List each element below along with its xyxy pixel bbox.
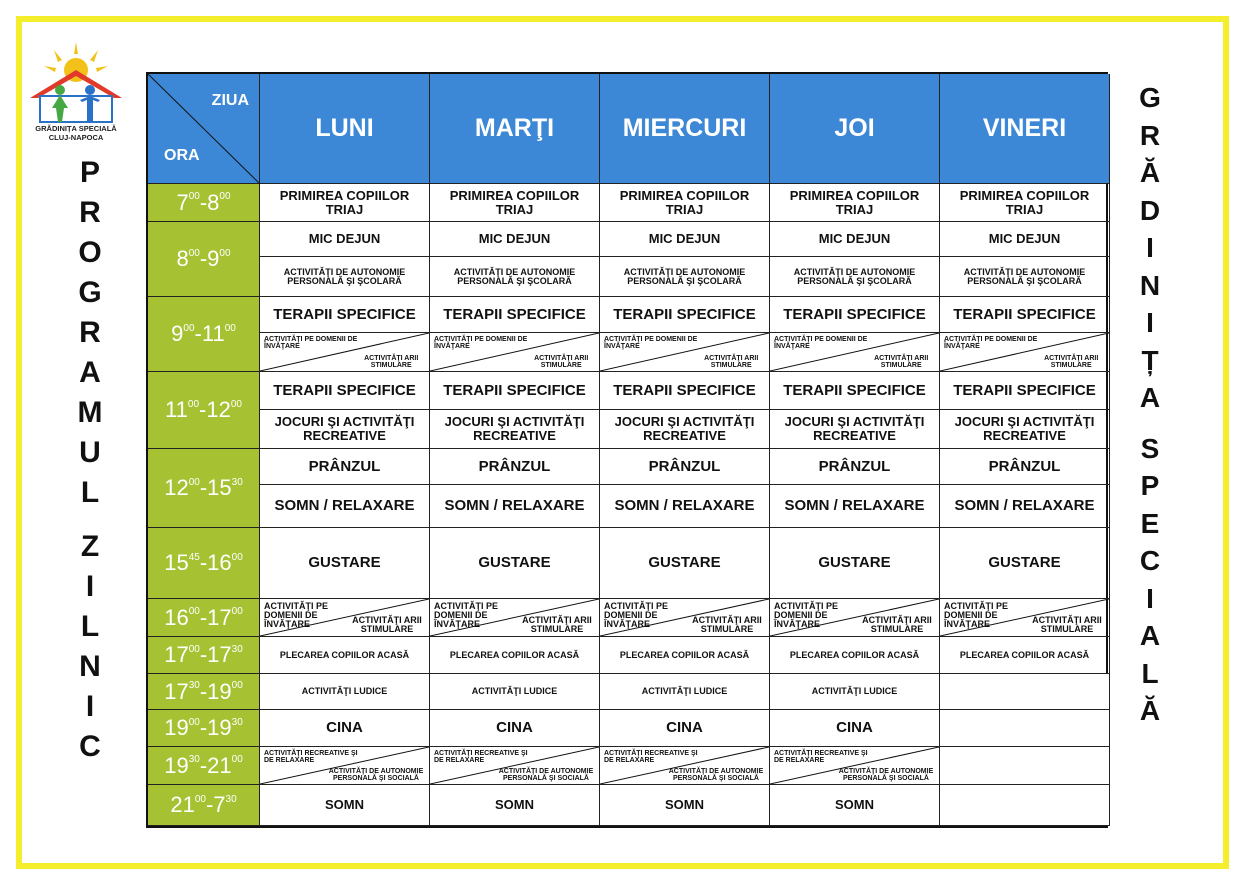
empty-cell — [940, 785, 1110, 826]
title-letter: L — [80, 610, 100, 643]
time-start-minutes: 00 — [188, 606, 200, 617]
left-vertical-title — [60, 158, 120, 772]
time-start: 9 — [171, 321, 184, 346]
title-letter: M — [77, 396, 103, 429]
pranzul-cell: PRÂNZUL — [430, 449, 600, 485]
title-letter: E — [1140, 507, 1160, 539]
split-top-text: ACTIVITĂŢI PE DOMENII DE ÎNVĂŢARE — [604, 336, 698, 350]
empty-cell — [940, 747, 1110, 785]
title-letter: U — [79, 436, 101, 469]
split-top-text: ACTIVITĂŢI PE DOMENII DE ÎNVĂŢARE — [434, 601, 499, 629]
time-separator: - — [199, 604, 208, 630]
recreative-autonomie-cell — [770, 747, 940, 785]
title-letter: I — [1146, 307, 1154, 338]
day-header: VINERI — [940, 74, 1110, 184]
time-end: 7 — [213, 792, 226, 817]
pranzul-cell: PRÂNZUL — [600, 449, 770, 485]
jocuri-cell: JOCURI ŞI ACTIVITĂŢI RECREATIVE — [770, 410, 940, 449]
jocuri-cell: JOCURI ŞI ACTIVITĂŢI RECREATIVE — [430, 410, 600, 449]
recreative-autonomie-cell — [600, 747, 770, 785]
jocuri-cell: JOCURI ŞI ACTIVITĂŢI RECREATIVE — [260, 410, 430, 449]
cina-cell: CINA — [260, 710, 430, 747]
time-start-minutes: 00 — [188, 476, 200, 488]
title-letter: L — [80, 476, 100, 509]
day-header: MARŢI — [430, 74, 600, 184]
terapii-cell: TERAPII SPECIFICE — [260, 297, 430, 333]
split-bottom-text: ACTIVITĂŢI ARII STIMULARE — [692, 615, 762, 634]
split-top-text: ACTIVITĂŢI PE DOMENII DE ÎNVĂŢARE — [434, 336, 528, 350]
logo-line-1: GRĂDINIȚA SPECIALĂ — [35, 124, 117, 133]
time-start-minutes: 00 — [187, 398, 200, 410]
plecarea-cell: PLECAREA COPIILOR ACASĂ — [940, 637, 1110, 674]
time-slot — [148, 528, 260, 599]
day-header: MIERCURI — [600, 74, 770, 184]
logo-line-2: CLUJ-NAPOCA — [48, 133, 104, 142]
terapii-cell: TERAPII SPECIFICE — [600, 297, 770, 333]
autonomie-cell: ACTIVITĂŢI DE AUTONOMIE PERSONALĂ ŞI ŞCOLARĂ — [940, 257, 1110, 297]
split-bottom-text: ACTIVITĂŢI DE AUTONOMIE PERSONALĂ ŞI SOCIALĂ — [838, 768, 934, 782]
time-separator: - — [205, 792, 214, 817]
title-letter: Z — [80, 530, 100, 563]
title-letter: L — [1141, 657, 1159, 689]
terapii-cell: TERAPII SPECIFICE — [770, 372, 940, 410]
primirea-cell: PRIMIREA COPIILOR TRIAJ — [770, 184, 940, 222]
time-separator: - — [199, 475, 208, 500]
time-end-minutes: 00 — [231, 680, 243, 691]
time-slot — [148, 637, 260, 674]
title-letter: Ă — [1139, 695, 1161, 726]
time-end: 8 — [207, 189, 220, 215]
split-bottom-text: ACTIVITĂŢI ARII STIMULARE — [522, 615, 592, 634]
terapii-cell: TERAPII SPECIFICE — [260, 372, 430, 410]
split-bottom-text: ACTIVITĂŢI DE AUTONOMIE PERSONALĂ ŞI SOCIALĂ — [668, 768, 764, 782]
time-start: 17 — [164, 642, 189, 667]
title-letter: R — [79, 316, 101, 349]
title-letter: I — [85, 690, 95, 723]
split-bottom-text: ACTIVITĂŢI ARII STIMULARE — [704, 355, 759, 369]
mic-dejun-cell: MIC DEJUN — [430, 222, 600, 257]
title-letter: P — [79, 156, 100, 189]
time-end: 11 — [201, 321, 225, 346]
domenii-arii-cell — [940, 333, 1110, 372]
time-start-minutes: 30 — [188, 754, 200, 765]
time-separator: - — [199, 189, 208, 215]
time-separator: - — [199, 678, 208, 704]
time-start: 11 — [165, 397, 188, 422]
split-bottom-text: ACTIVITĂŢI ARII STIMULARE — [352, 615, 422, 634]
time-start-minutes: 00 — [183, 322, 195, 334]
time-start: 19 — [164, 752, 189, 778]
domenii-arii-cell — [770, 333, 940, 372]
title-letter: O — [78, 236, 102, 269]
time-separator: - — [194, 321, 202, 346]
time-start: 15 — [164, 550, 189, 575]
time-separator: - — [199, 550, 208, 575]
terapii-cell: TERAPII SPECIFICE — [430, 297, 600, 333]
mic-dejun-cell: MIC DEJUN — [260, 222, 430, 257]
primirea-cell: PRIMIREA COPIILOR TRIAJ — [430, 184, 600, 222]
split-bottom-text: ACTIVITĂŢI ARII STIMULARE — [534, 355, 589, 369]
somn-cell: SOMN — [260, 785, 430, 826]
ludice-cell: ACTIVITĂŢI LUDICE — [260, 674, 430, 710]
time-slot — [148, 710, 260, 747]
time-end: 12 — [206, 397, 231, 422]
cina-cell: CINA — [770, 710, 940, 747]
terapii-cell: TERAPII SPECIFICE — [600, 372, 770, 410]
somn-cell: SOMN — [600, 785, 770, 826]
autonomie-cell: ACTIVITĂŢI DE AUTONOMIE PERSONALĂ ŞI ŞCOLARĂ — [430, 257, 600, 297]
split-top-text: ACTIVITĂŢI PE DOMENII DE ÎNVĂŢARE — [264, 601, 329, 629]
title-letter: A — [1139, 382, 1161, 413]
title-letter: N — [79, 650, 101, 683]
time-end: 16 — [207, 550, 232, 575]
ludice-cell: ACTIVITĂŢI LUDICE — [770, 674, 940, 710]
time-start-minutes: 30 — [188, 680, 200, 691]
somn-cell: SOMN — [770, 785, 940, 826]
title-letter: R — [79, 196, 101, 229]
domenii-arii-cell — [770, 599, 940, 637]
title-letter: Ț — [1141, 344, 1159, 376]
cina-cell: CINA — [600, 710, 770, 747]
terapii-cell: TERAPII SPECIFICE — [940, 297, 1110, 333]
split-bottom-text: ACTIVITĂŢI ARII STIMULARE — [862, 615, 932, 634]
time-end-minutes: 00 — [231, 551, 243, 563]
time-end: 15 — [207, 475, 232, 500]
split-bottom-text: ACTIVITĂŢI ARII STIMULARE — [874, 355, 929, 369]
pranzul-cell: PRÂNZUL — [260, 449, 430, 485]
title-letter: G — [78, 276, 102, 309]
schedule-table — [146, 72, 1108, 828]
time-end-minutes: 00 — [219, 247, 231, 259]
split-top-text: ACTIVITĂŢI PE DOMENII DE ÎNVĂŢARE — [264, 336, 358, 350]
somn-relaxare-cell: SOMN / RELAXARE — [260, 485, 430, 528]
recreative-autonomie-cell — [260, 747, 430, 785]
somn-relaxare-cell: SOMN / RELAXARE — [770, 485, 940, 528]
primirea-cell: PRIMIREA COPIILOR TRIAJ — [600, 184, 770, 222]
time-separator: - — [199, 642, 208, 667]
split-top-text: ACTIVITĂŢI PE DOMENII DE ÎNVĂŢARE — [944, 336, 1038, 350]
time-end-minutes: 00 — [219, 191, 231, 202]
domenii-arii-cell — [600, 333, 770, 372]
time-end: 17 — [207, 604, 232, 630]
time-start-minutes: 00 — [188, 247, 200, 259]
time-slot — [148, 599, 260, 637]
jocuri-cell: JOCURI ŞI ACTIVITĂŢI RECREATIVE — [940, 410, 1110, 449]
title-letter: A — [1139, 620, 1161, 651]
domenii-arii-cell — [430, 599, 600, 637]
split-top-text: ACTIVITĂŢI RECREATIVE ŞI DE RELAXARE — [264, 750, 358, 764]
title-letter: I — [1146, 582, 1154, 614]
jocuri-cell: JOCURI ŞI ACTIVITĂŢI RECREATIVE — [600, 410, 770, 449]
autonomie-cell: ACTIVITĂŢI DE AUTONOMIE PERSONALĂ ŞI ŞCOLARĂ — [770, 257, 940, 297]
split-top-text: ACTIVITĂŢI RECREATIVE ŞI DE RELAXARE — [774, 750, 868, 764]
title-letter: I — [85, 570, 95, 603]
gustare-cell: GUSTARE — [940, 528, 1110, 599]
time-end-minutes: 30 — [225, 793, 237, 805]
day-axis-label: ZIUA — [211, 92, 249, 109]
title-letter: Ă — [1139, 157, 1161, 188]
title-letter: N — [1139, 269, 1161, 301]
logo-caption — [20, 124, 132, 142]
title-letter: A — [79, 356, 101, 389]
time-slot — [148, 184, 260, 222]
gustare-cell: GUSTARE — [600, 528, 770, 599]
split-bottom-text: ACTIVITĂŢI ARII STIMULARE — [1044, 355, 1099, 369]
domenii-arii-cell — [260, 599, 430, 637]
mic-dejun-cell: MIC DEJUN — [940, 222, 1110, 257]
somn-relaxare-cell: SOMN / RELAXARE — [940, 485, 1110, 528]
primirea-cell: PRIMIREA COPIILOR TRIAJ — [940, 184, 1110, 222]
gustare-cell: GUSTARE — [770, 528, 940, 599]
somn-relaxare-cell: SOMN / RELAXARE — [600, 485, 770, 528]
title-letter: D — [1139, 194, 1161, 226]
primirea-cell: PRIMIREA COPIILOR TRIAJ — [260, 184, 430, 222]
time-start-minutes: 00 — [188, 643, 200, 655]
domenii-arii-cell — [600, 599, 770, 637]
somn-cell: SOMN — [430, 785, 600, 826]
time-slot — [148, 449, 260, 528]
title-letter: R — [1139, 119, 1161, 151]
domenii-arii-cell — [430, 333, 600, 372]
title-letter: G — [1139, 82, 1161, 113]
time-end: 19 — [207, 715, 232, 740]
gustare-cell: GUSTARE — [260, 528, 430, 599]
time-axis-label: ORA — [164, 147, 200, 164]
title-letter: C — [79, 730, 101, 763]
empty-cell — [940, 674, 1110, 710]
autonomie-cell: ACTIVITĂŢI DE AUTONOMIE PERSONALĂ ŞI ŞCOLARĂ — [600, 257, 770, 297]
empty-cell — [940, 710, 1110, 747]
title-letter: C — [1139, 545, 1161, 576]
gustare-cell: GUSTARE — [430, 528, 600, 599]
time-start-minutes: 00 — [188, 716, 200, 728]
split-bottom-text: ACTIVITĂŢI ARII STIMULARE — [1032, 615, 1102, 634]
mic-dejun-cell: MIC DEJUN — [770, 222, 940, 257]
mic-dejun-cell: MIC DEJUN — [600, 222, 770, 257]
time-end-minutes: 30 — [231, 716, 243, 728]
time-start: 7 — [176, 189, 189, 215]
somn-relaxare-cell: SOMN / RELAXARE — [430, 485, 600, 528]
plecarea-cell: PLECAREA COPIILOR ACASĂ — [600, 637, 770, 674]
header-corner — [148, 74, 260, 184]
time-end: 19 — [207, 678, 232, 704]
time-separator: - — [199, 715, 208, 740]
title-letter: I — [1146, 232, 1154, 263]
split-top-text: ACTIVITĂŢI RECREATIVE ŞI DE RELAXARE — [434, 750, 528, 764]
time-start-minutes: 45 — [188, 551, 200, 563]
time-separator: - — [199, 397, 207, 422]
time-start-minutes: 00 — [194, 793, 206, 805]
plecarea-cell: PLECAREA COPIILOR ACASĂ — [430, 637, 600, 674]
ludice-cell: ACTIVITĂŢI LUDICE — [430, 674, 600, 710]
day-header: JOI — [770, 74, 940, 184]
time-separator: - — [199, 752, 208, 778]
domenii-arii-cell — [260, 333, 430, 372]
split-bottom-text: ACTIVITĂŢI DE AUTONOMIE PERSONALĂ ŞI SOCIALĂ — [328, 768, 424, 782]
split-top-text: ACTIVITĂŢI PE DOMENII DE ÎNVĂŢARE — [604, 601, 669, 629]
split-bottom-text: ACTIVITĂŢI ARII STIMULARE — [364, 355, 419, 369]
time-slot — [148, 372, 260, 449]
split-top-text: ACTIVITĂŢI PE DOMENII DE ÎNVĂŢARE — [774, 601, 839, 629]
time-end: 9 — [207, 246, 220, 271]
terapii-cell: TERAPII SPECIFICE — [430, 372, 600, 410]
time-end-minutes: 00 — [224, 322, 236, 334]
corner-diagonal — [148, 74, 260, 184]
time-start-minutes: 00 — [188, 191, 200, 202]
time-start: 16 — [164, 604, 189, 630]
right-vertical-title — [1128, 84, 1172, 735]
terapii-cell: TERAPII SPECIFICE — [940, 372, 1110, 410]
pranzul-cell: PRÂNZUL — [770, 449, 940, 485]
time-end-minutes: 00 — [231, 754, 243, 765]
time-end: 17 — [207, 642, 232, 667]
time-start: 12 — [164, 475, 189, 500]
time-end: 21 — [207, 752, 232, 778]
day-header: LUNI — [260, 74, 430, 184]
time-slot — [148, 297, 260, 372]
time-end-minutes: 30 — [231, 476, 243, 488]
domenii-arii-cell — [940, 599, 1110, 637]
recreative-autonomie-cell — [430, 747, 600, 785]
time-end-minutes: 30 — [231, 643, 243, 655]
pranzul-cell: PRÂNZUL — [940, 449, 1110, 485]
split-top-text: ACTIVITĂŢI RECREATIVE ŞI DE RELAXARE — [604, 750, 698, 764]
autonomie-cell: ACTIVITĂŢI DE AUTONOMIE PERSONALĂ ŞI ŞCOLARĂ — [260, 257, 430, 297]
plecarea-cell: PLECAREA COPIILOR ACASĂ — [770, 637, 940, 674]
split-top-text: ACTIVITĂŢI PE DOMENII DE ÎNVĂŢARE — [774, 336, 868, 350]
split-top-text: ACTIVITĂŢI PE DOMENII DE ÎNVĂŢARE — [944, 601, 1009, 629]
time-slot — [148, 785, 260, 826]
time-start: 8 — [176, 246, 189, 271]
cina-cell: CINA — [430, 710, 600, 747]
title-letter: P — [1140, 470, 1160, 501]
ludice-cell: ACTIVITĂŢI LUDICE — [600, 674, 770, 710]
plecarea-cell: PLECAREA COPIILOR ACASĂ — [260, 637, 430, 674]
time-start: 19 — [164, 715, 189, 740]
terapii-cell: TERAPII SPECIFICE — [770, 297, 940, 333]
time-slot — [148, 747, 260, 785]
time-start: 17 — [164, 678, 189, 704]
time-start: 21 — [170, 792, 195, 817]
time-slot — [148, 674, 260, 710]
time-end-minutes: 00 — [231, 606, 243, 617]
time-separator: - — [199, 246, 208, 271]
split-bottom-text: ACTIVITĂŢI DE AUTONOMIE PERSONALĂ ŞI SOCIALĂ — [498, 768, 594, 782]
time-end-minutes: 00 — [230, 398, 242, 410]
title-letter: S — [1140, 432, 1160, 464]
time-slot — [148, 222, 260, 297]
